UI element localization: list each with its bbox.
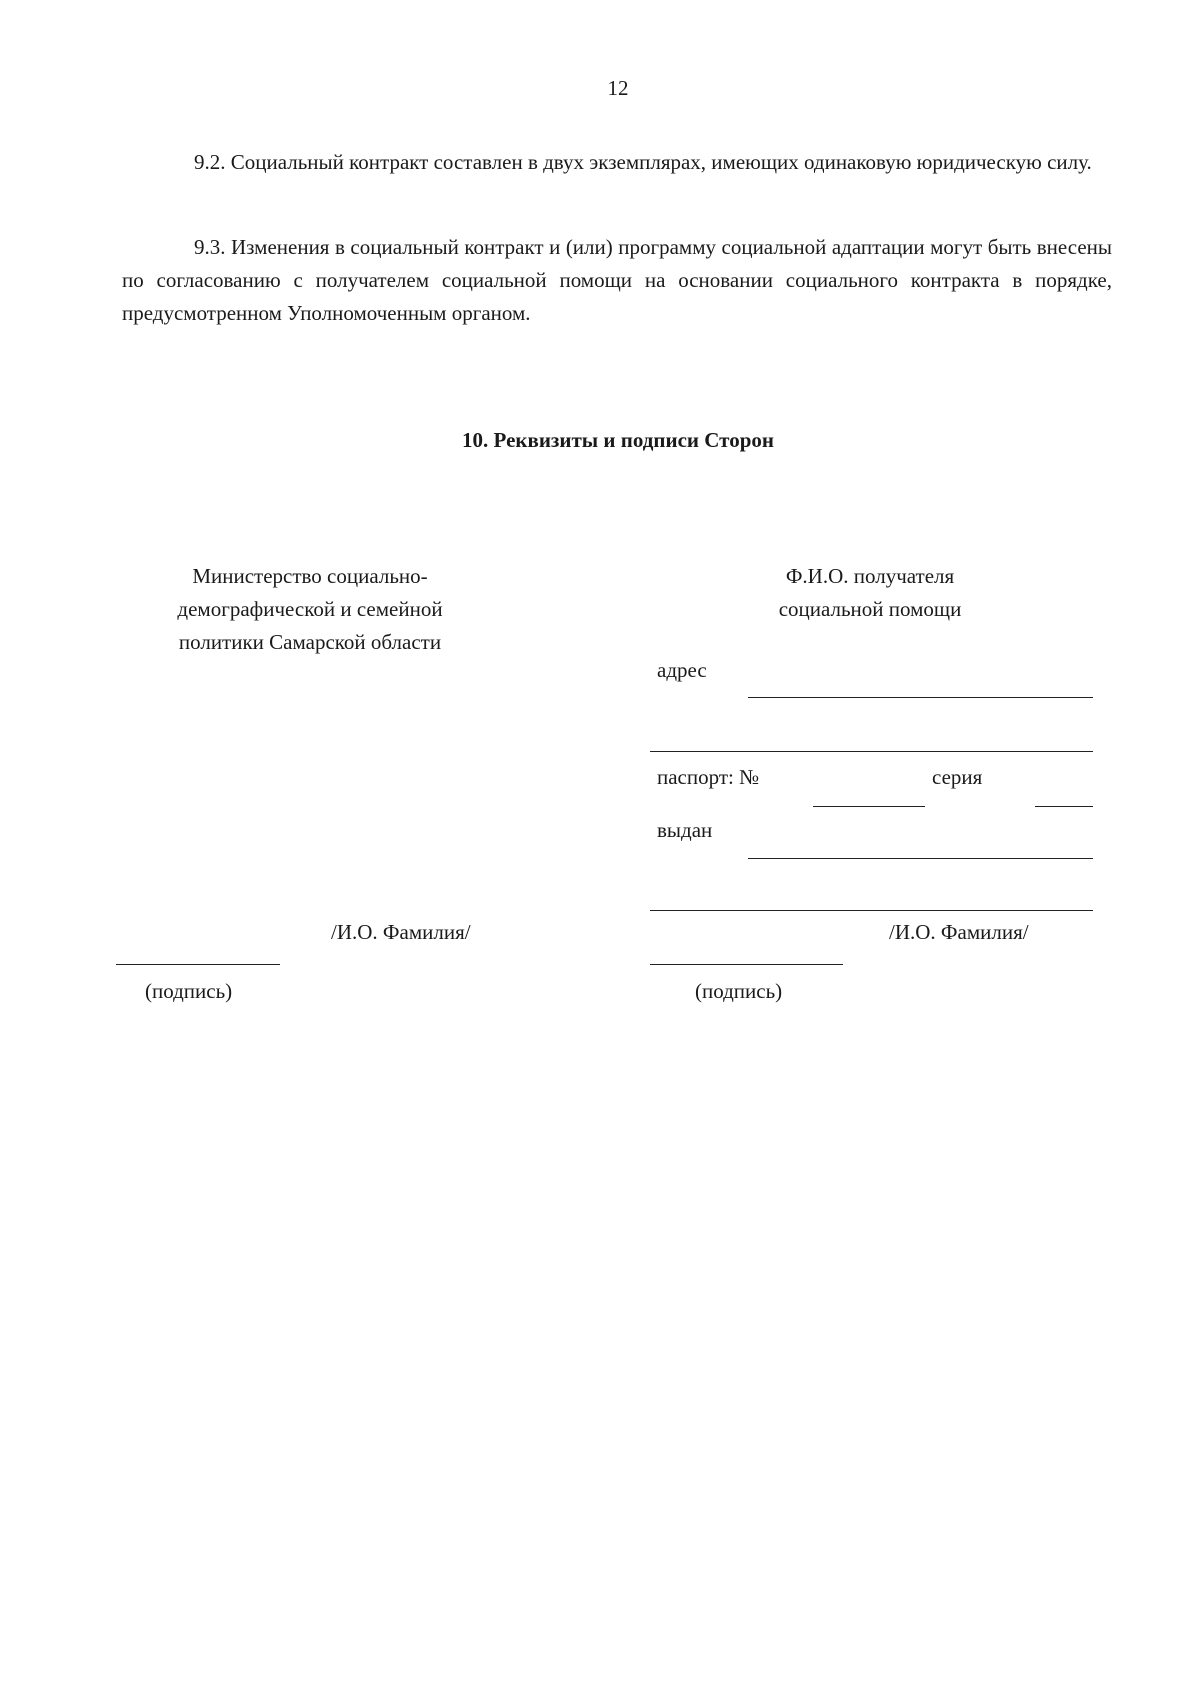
paragraph-9-2: 9.2. Социальный контракт составлен в двух экземплярах, имеющих одинаковую юридическую силу. — [194, 150, 1092, 174]
passport-label: паспорт: № — [657, 765, 760, 789]
left-signature-caption: (подпись) — [145, 979, 233, 1003]
section-title: 10. Реквизиты и подписи Сторон — [462, 428, 774, 452]
issued-line-2[interactable] — [650, 910, 1093, 911]
right-signature-line[interactable] — [650, 964, 843, 965]
address-label: адрес — [657, 658, 707, 682]
left-party-name-line: Министерство социально- — [192, 564, 428, 588]
series-label: серия — [932, 765, 983, 789]
left-signer-name: /И.О. Фамилия/ — [331, 920, 471, 944]
issued-line-1[interactable] — [748, 858, 1093, 859]
address-line-2[interactable] — [650, 751, 1093, 752]
right-signature-caption: (подпись) — [695, 979, 783, 1003]
address-line-1[interactable] — [748, 697, 1093, 698]
left-party-name — [130, 560, 490, 659]
left-party-name-line: демографической и семейной — [177, 597, 443, 621]
right-party-title-line: социальной помощи — [778, 597, 962, 621]
passport-series-line[interactable] — [1035, 806, 1093, 807]
paragraph-9-3: 9.3. Изменения в социальный контракт и (или) программу социальной адаптации могут быть внесены по согласованию с получателем социальной помощи на основании социального контракта в порядке, предусмотренном Уполномоченным органом. — [122, 235, 1112, 325]
right-signer-name: /И.О. Фамилия/ — [889, 920, 1029, 944]
page-number: 12 — [607, 76, 629, 100]
right-party-title — [720, 560, 1020, 626]
left-party-name-line: политики Самарской области — [178, 630, 442, 654]
passport-number-line[interactable] — [813, 806, 925, 807]
right-party-title-line: Ф.И.О. получателя — [785, 564, 955, 588]
issued-label: выдан — [657, 818, 713, 842]
left-signature-line[interactable] — [116, 964, 280, 965]
